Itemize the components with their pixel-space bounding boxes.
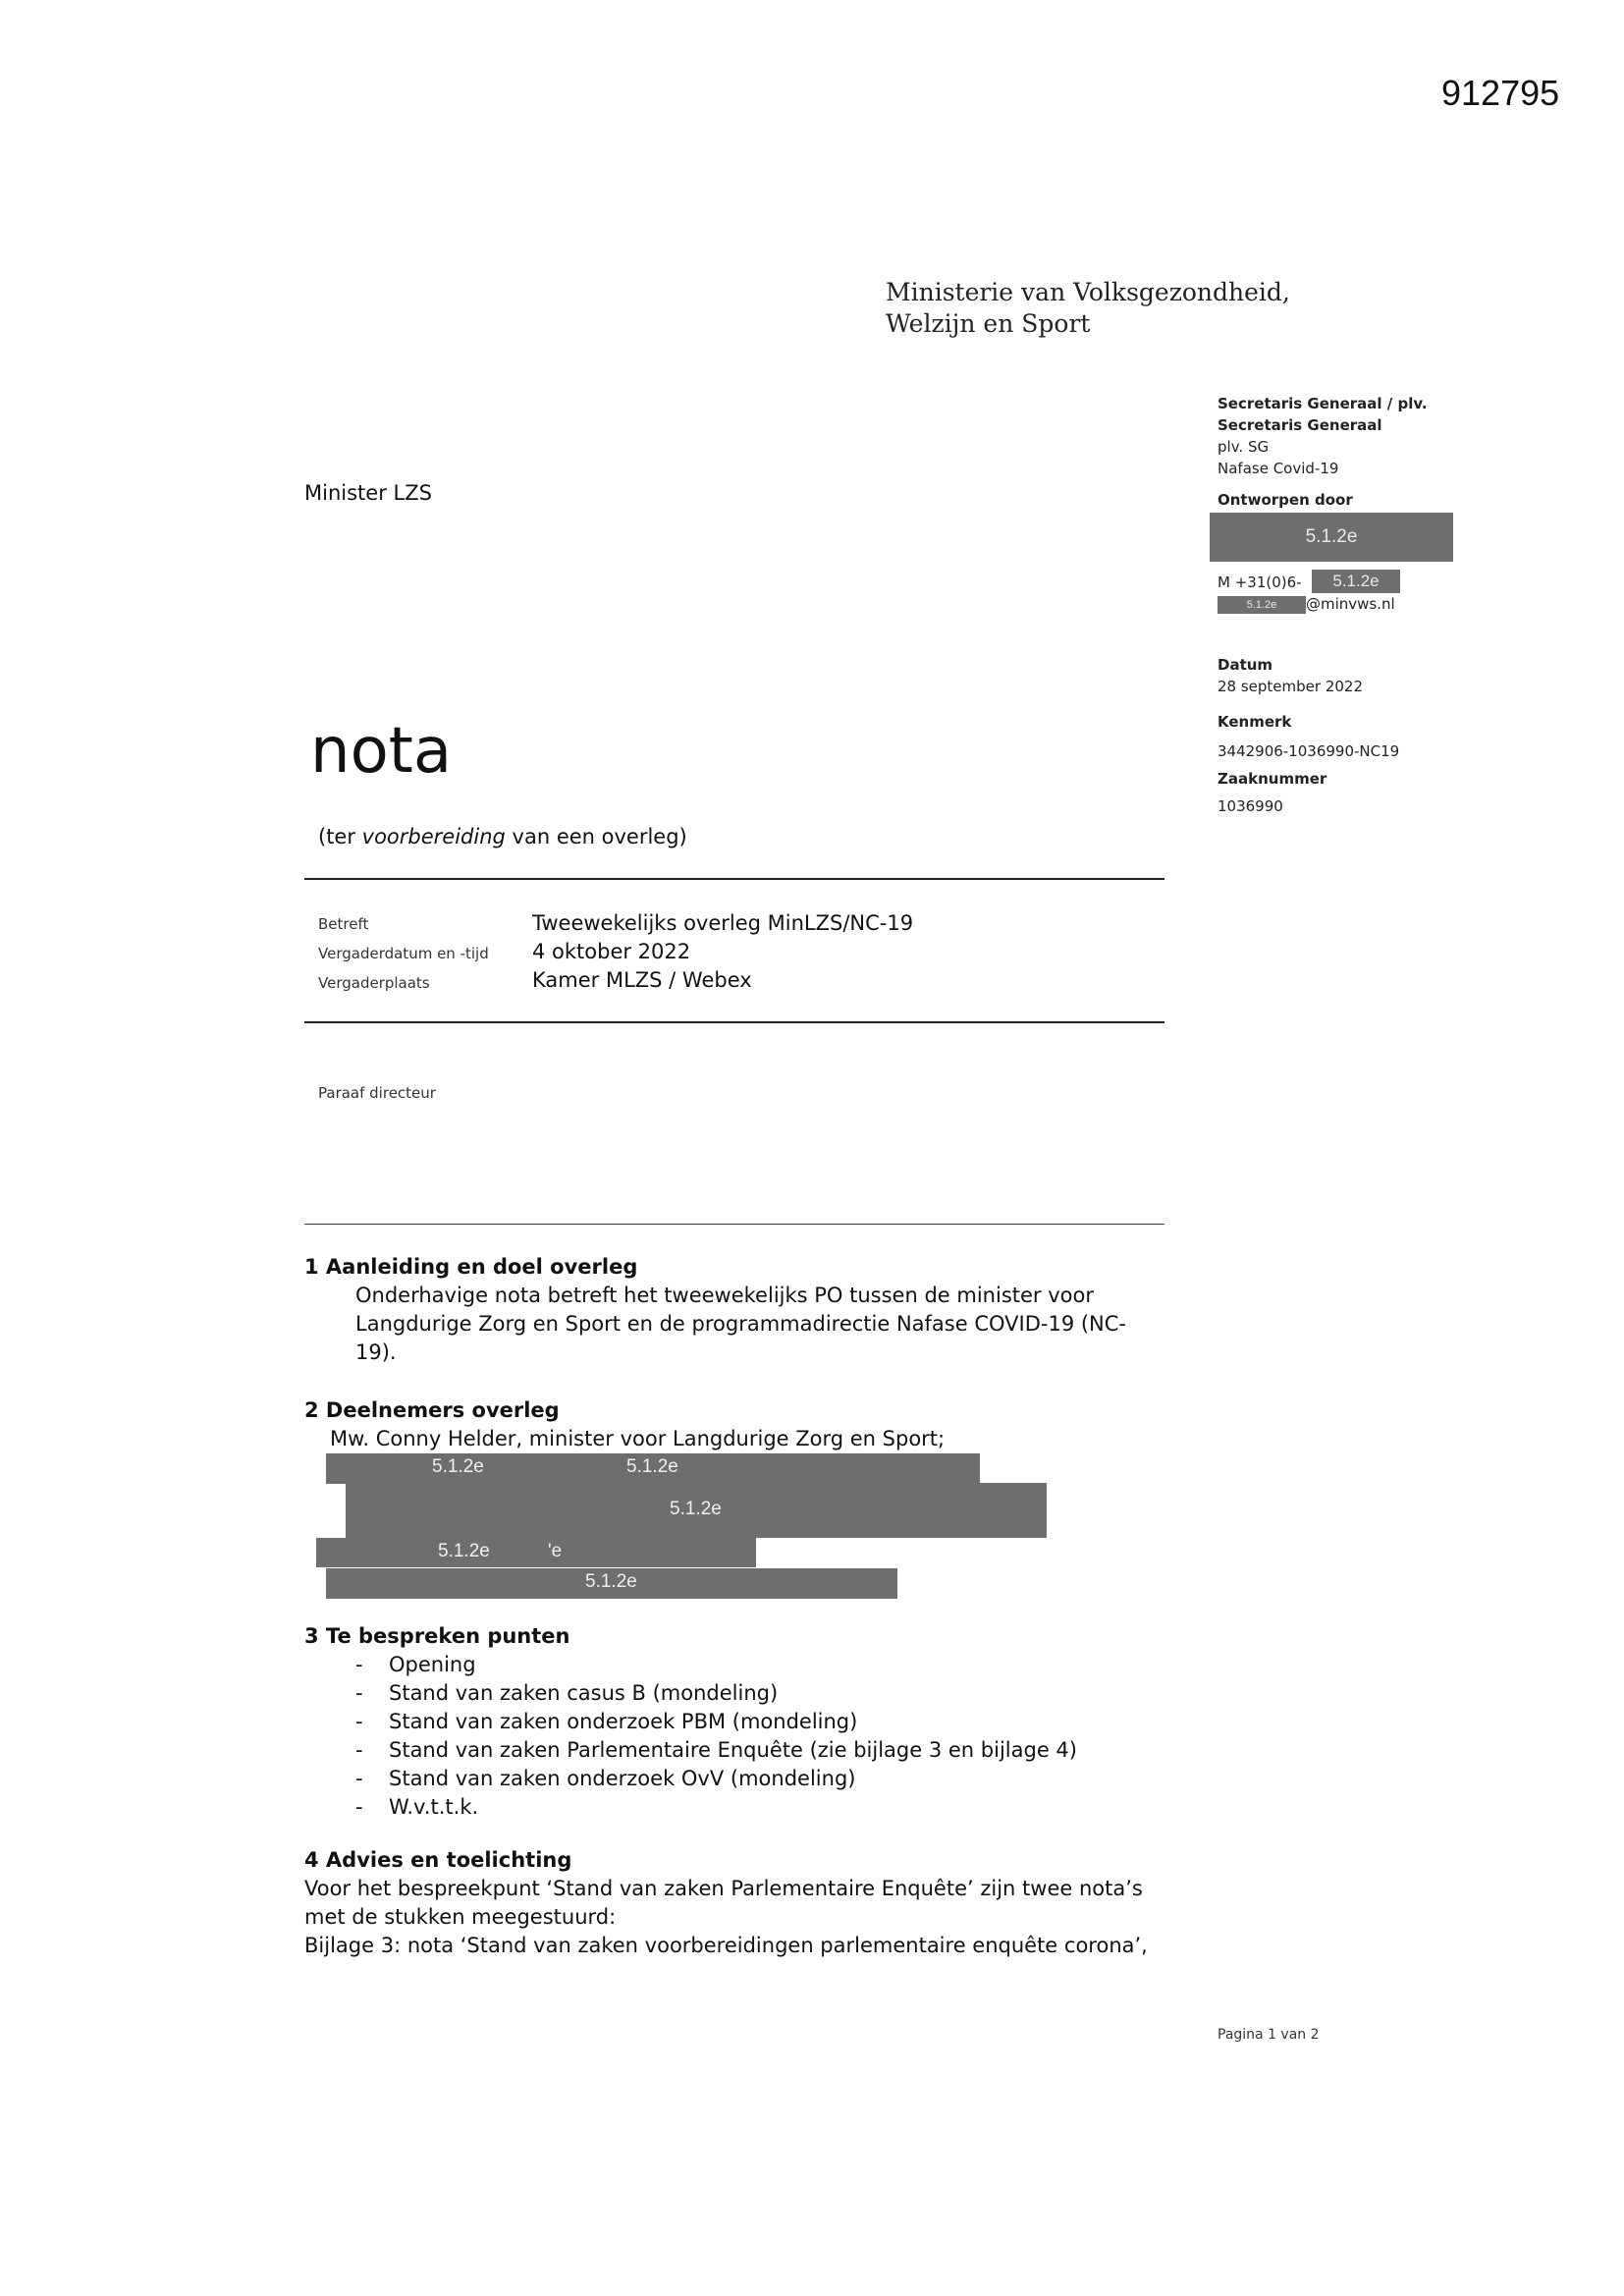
section-deelnemers xyxy=(304,1396,1178,1453)
section-heading: 2 Deelnemers overleg xyxy=(304,1398,560,1422)
participant-line: Mw. Conny Helder, minister voor Langdurige Zorg en Sport; xyxy=(330,1427,946,1450)
list-item: - W.v.t.t.k. xyxy=(355,1793,1178,1822)
zaaknummer-value: 1036990 xyxy=(1218,797,1283,815)
department-line1: Secretaris Generaal / plv. xyxy=(1218,395,1428,412)
list-item: - Stand van zaken Parlementaire Enquête (zie bijlage 3 en bijlage 4) xyxy=(355,1736,1178,1765)
paragraph-line: Onderhavige nota betreft het tweewekelijks PO tussen de minister voor xyxy=(355,1284,1094,1307)
document-subtitle xyxy=(318,825,687,848)
redaction-fragment: 'e xyxy=(548,1541,563,1561)
zaaknummer-label: Zaaknummer xyxy=(1218,770,1327,788)
section-heading: 4 Advies en toelichting xyxy=(304,1848,572,1872)
paragraph-line: Bijlage 3: nota ‘Stand van zaken voorbereidingen parlementaire enquête corona’, xyxy=(304,1934,1148,1957)
page-number: Pagina 1 van 2 xyxy=(1218,2027,1320,2043)
meeting-place-label: Vergaderplaats xyxy=(318,974,430,992)
paragraph-line: Voor het bespreekpunt ‘Stand van zaken Parlementaire Enquête’ zijn twee nota’s xyxy=(304,1877,1143,1900)
date-label: Datum xyxy=(1218,656,1273,674)
meeting-date-value: 4 oktober 2022 xyxy=(532,940,691,963)
kenmerk-value: 3442906-1036990-NC19 xyxy=(1218,742,1400,760)
list-item: - Opening xyxy=(355,1651,1178,1679)
paragraph-line: met de stukken meegestuurd: xyxy=(304,1905,617,1929)
redaction-bar xyxy=(316,1538,756,1567)
document-number: 912795 xyxy=(1441,73,1560,113)
department-line4: Nafase Covid-19 xyxy=(1218,460,1339,477)
paragraph-line: Langdurige Zorg en Sport en de programmadirectie Nafase COVID-19 (NC- xyxy=(355,1312,1127,1336)
list-item: - Stand van zaken onderzoek OvV (mondeling) xyxy=(355,1765,1178,1793)
section-aanleiding xyxy=(304,1253,1178,1367)
redaction-code: 5.1.2e xyxy=(670,1499,722,1519)
agenda-list xyxy=(304,1651,1178,1822)
redaction-bar xyxy=(326,1453,980,1484)
phone-prefix: M +31(0)6- xyxy=(1218,574,1302,591)
paragraph-line: 19). xyxy=(355,1340,397,1364)
subtitle-pre: (ter xyxy=(318,825,362,848)
department-line2: Secretaris Generaal xyxy=(1218,416,1382,434)
meeting-date-label: Vergaderdatum en -tijd xyxy=(318,945,489,962)
meta-values xyxy=(532,909,913,995)
section-advies xyxy=(304,1846,1178,1960)
ministry-name-line2: Welzijn en Sport xyxy=(886,309,1091,338)
meta-labels xyxy=(318,909,489,998)
email-suffix: @minvws.nl xyxy=(1306,595,1395,613)
betreft-label: Betreft xyxy=(318,915,369,933)
list-item: - Stand van zaken casus B (mondeling) xyxy=(355,1679,1178,1708)
section-paragraph xyxy=(304,1282,1178,1367)
phone-line xyxy=(1218,572,1473,593)
designed-by-label: Ontworpen door xyxy=(1218,491,1353,509)
redacted-name: 5.1.2e xyxy=(1210,513,1453,562)
meeting-place-value: Kamer MLZS / Webex xyxy=(532,968,752,992)
subtitle-emphasis: voorbereiding xyxy=(361,825,506,848)
document-title: nota xyxy=(310,715,453,788)
list-item: - Stand van zaken onderzoek PBM (mondeling) xyxy=(355,1708,1178,1736)
date-value: 28 september 2022 xyxy=(1218,678,1364,695)
section-bespreekpunten xyxy=(304,1622,1178,1822)
divider-bottom xyxy=(304,1224,1164,1225)
divider-middle xyxy=(304,1021,1164,1023)
recipient: Minister LZS xyxy=(304,481,432,505)
sidebar xyxy=(1218,393,1473,817)
paraaf-label: Paraaf directeur xyxy=(318,1084,436,1102)
redaction-code: 5.1.2e xyxy=(585,1571,637,1592)
ministry-name xyxy=(886,277,1290,340)
department-line3: plv. SG xyxy=(1218,438,1270,456)
email-line xyxy=(1218,593,1473,615)
redacted-email-user: 5.1.2e xyxy=(1218,596,1306,614)
section-heading: 1 Aanleiding en doel overleg xyxy=(304,1255,638,1279)
redaction-code: 5.1.2e xyxy=(432,1456,484,1477)
kenmerk-label: Kenmerk xyxy=(1218,713,1292,731)
section-heading: 3 Te bespreken punten xyxy=(304,1624,570,1648)
redaction-bar xyxy=(326,1568,897,1599)
ministry-name-line1: Ministerie van Volksgezondheid, xyxy=(886,278,1290,306)
subtitle-post: van een overleg) xyxy=(505,825,687,848)
redaction-code: 5.1.2e xyxy=(626,1456,678,1477)
redaction-bar xyxy=(346,1483,1047,1538)
redaction-code: 5.1.2e xyxy=(438,1541,490,1561)
betreft-value: Tweewekelijks overleg MinLZS/NC-19 xyxy=(532,911,914,935)
redacted-phone: 5.1.2e xyxy=(1312,570,1400,593)
divider-top xyxy=(304,878,1164,880)
